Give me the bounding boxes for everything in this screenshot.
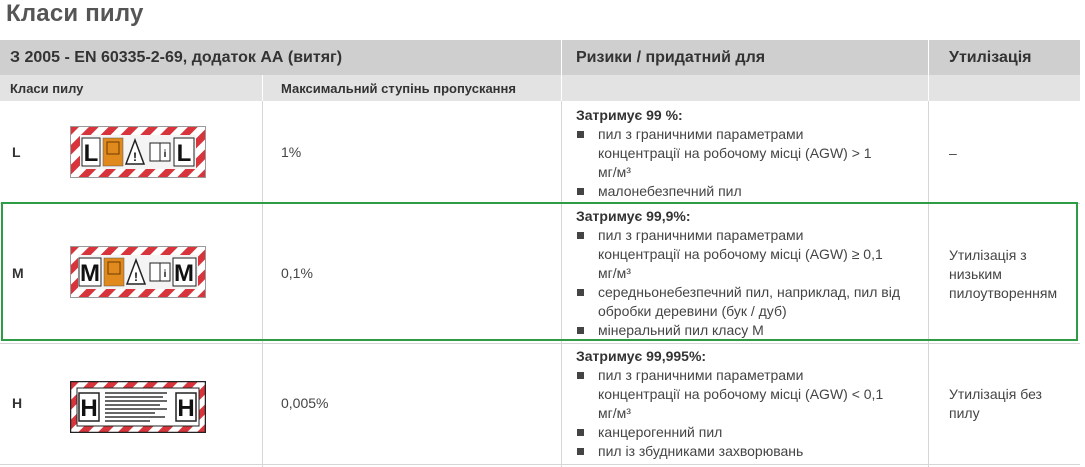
risk-item: пил з граничними параметрами концентрації на робочому місці (AGW) < 0,1 мг/м³ [576, 366, 888, 423]
subheader-permeability [263, 75, 561, 101]
risk-item: пил з граничними параметрами концентрації на робочому місці (AGW) > 1 мг/м³ [576, 125, 888, 182]
svg-text:!: ! [133, 150, 137, 164]
risk-block [576, 106, 916, 201]
risk-block [576, 347, 916, 461]
svg-text:i: i [163, 269, 167, 280]
header-col-standard [0, 40, 561, 75]
permeability-value: 0,1% [281, 265, 313, 281]
svg-text:i: i [163, 149, 167, 160]
row-divider [0, 464, 1080, 465]
svg-text:L: L [176, 140, 192, 167]
risk-heading: Затримує 99 %: [576, 107, 683, 123]
header-disposal-label: Утилізація [949, 48, 1032, 66]
subheader-disposal-empty [929, 75, 1080, 101]
risk-item: середньонебезпечний пил, наприклад, пил від обробки деревини (бук / дуб) [576, 283, 908, 321]
svg-text:H: H [177, 395, 195, 422]
risk-item: пил з граничними параметрами концентрації на робочому місці (AGW) ≥ 0,1 мг/м³ [576, 226, 888, 283]
page-title: Класи пилу [6, 0, 144, 27]
disposal-value: Утилізація без пилу [949, 386, 1042, 421]
disposal-value: Утилізація з низьким пилоутворенням [949, 247, 1058, 301]
header-col-risks [562, 40, 928, 75]
highlight-frame-class-m [1, 202, 1078, 341]
svg-text:!: ! [134, 270, 138, 284]
risk-item: канцерогенний пил [576, 423, 916, 442]
subheader-risks-empty [562, 75, 928, 101]
row-divider [0, 343, 1080, 344]
dust-class-l-label-icon [70, 126, 206, 178]
risk-item: пил із збудниками захворювань [576, 442, 916, 461]
dust-class-letter: L [12, 144, 21, 160]
subheader-permeability-label: Максимальний ступінь пропускання [281, 80, 516, 96]
risk-item: малонебезпечний пил [576, 182, 916, 201]
header-standard-label: З 2005 - EN 60335-2-69, додаток АА (витяг) [10, 48, 343, 66]
permeability-value: 1% [281, 144, 302, 160]
dust-class-h-label-icon [70, 381, 206, 433]
header-col-disposal [929, 40, 1080, 75]
svg-text:M: M [174, 260, 194, 287]
label-letter: L [83, 140, 99, 167]
permeability-value: 0,005% [281, 395, 329, 411]
subheader-dust-classes-label: Класи пилу [10, 80, 84, 96]
dust-class-letter: M [12, 265, 24, 281]
dust-class-letter: H [12, 395, 23, 411]
subheader-dust-classes [0, 75, 262, 101]
risk-heading: Затримує 99,9%: [576, 208, 691, 224]
risk-heading: Затримує 99,995%: [576, 348, 707, 364]
label-letter: H [80, 395, 98, 422]
disposal-value: – [949, 145, 957, 161]
risk-item: мінеральний пил класу M [576, 321, 916, 340]
header-risks-label: Ризики / придатний для [576, 48, 766, 66]
label-letter: M [80, 260, 100, 287]
